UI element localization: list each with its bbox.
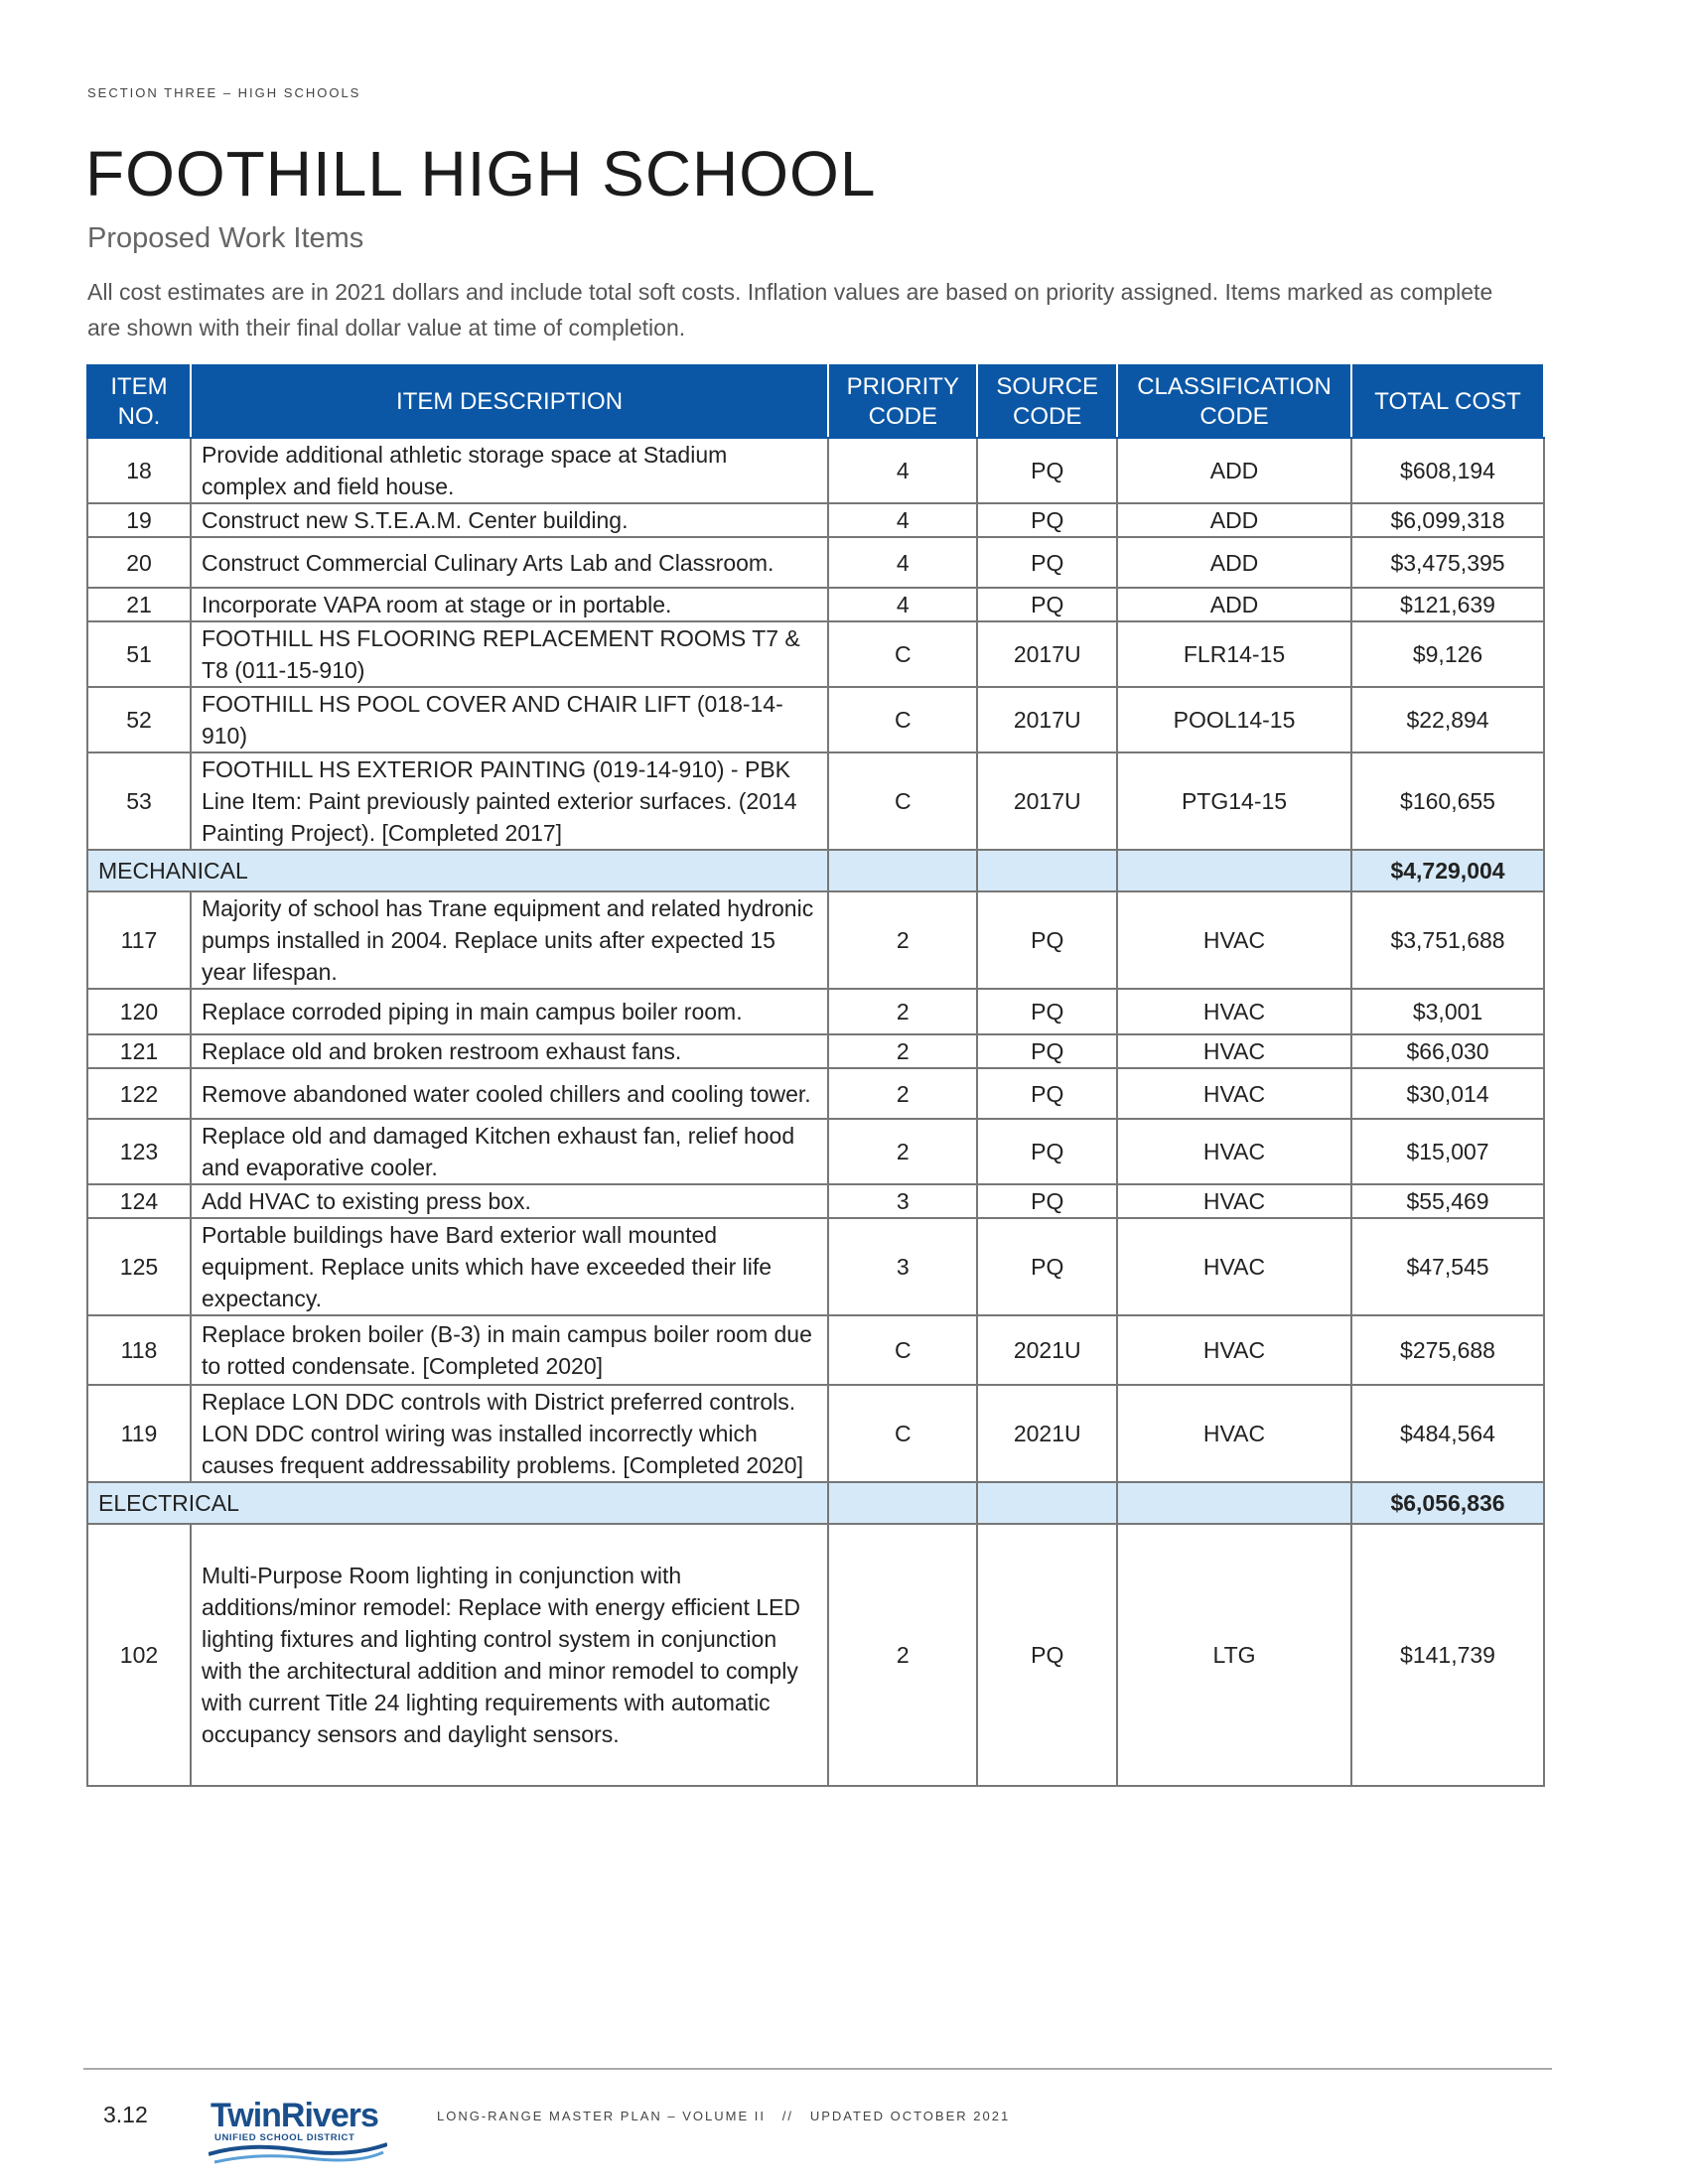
classification-code: HVAC	[1117, 1034, 1351, 1068]
priority-code: C	[828, 621, 977, 687]
item-description: Replace old and damaged Kitchen exhaust fan, relief hood and evaporative cooler.	[191, 1119, 828, 1184]
category-empty-cell	[828, 850, 977, 891]
footer-divider	[83, 2068, 1552, 2070]
table-row	[87, 1524, 1544, 1786]
category-empty-cell	[828, 1482, 977, 1524]
item-no: 19	[87, 503, 191, 537]
table-row	[87, 1218, 1544, 1315]
table-row	[87, 687, 1544, 752]
total-cost: $141,739	[1351, 1524, 1544, 1786]
total-cost: $484,564	[1351, 1385, 1544, 1482]
table-row	[87, 1385, 1544, 1482]
priority-code: C	[828, 752, 977, 850]
table-row	[87, 891, 1544, 989]
classification-code: HVAC	[1117, 1315, 1351, 1385]
source-code: 2021U	[977, 1385, 1117, 1482]
item-no: 121	[87, 1034, 191, 1068]
table-row	[87, 621, 1544, 687]
total-cost: $6,099,318	[1351, 503, 1544, 537]
item-description: FOOTHILL HS POOL COVER AND CHAIR LIFT (018-14-910)	[191, 687, 828, 752]
table-row	[87, 537, 1544, 588]
item-description: Incorporate VAPA room at stage or in portable.	[191, 588, 828, 621]
total-cost: $608,194	[1351, 438, 1544, 503]
priority-code: 4	[828, 588, 977, 621]
item-no: 125	[87, 1218, 191, 1315]
item-no: 52	[87, 687, 191, 752]
priority-code: 2	[828, 891, 977, 989]
item-no: 117	[87, 891, 191, 989]
work-items-table	[86, 364, 1545, 1787]
source-code: PQ	[977, 989, 1117, 1034]
table-header-row	[87, 365, 1544, 438]
total-cost: $3,751,688	[1351, 891, 1544, 989]
priority-code: 2	[828, 1034, 977, 1068]
classification-code: HVAC	[1117, 1218, 1351, 1315]
priority-code: 3	[828, 1184, 977, 1218]
item-description: Replace broken boiler (B-3) in main campus boiler room due to rotted condensate. [Completed 2020]	[191, 1315, 828, 1385]
item-description: Construct Commercial Culinary Arts Lab and Classroom.	[191, 537, 828, 588]
classification-code: LTG	[1117, 1524, 1351, 1786]
priority-code: 2	[828, 1068, 977, 1119]
item-no: 51	[87, 621, 191, 687]
source-code: PQ	[977, 1068, 1117, 1119]
source-code: PQ	[977, 438, 1117, 503]
source-code: 2017U	[977, 621, 1117, 687]
item-no: 21	[87, 588, 191, 621]
total-cost: $3,475,395	[1351, 537, 1544, 588]
source-code: PQ	[977, 588, 1117, 621]
source-code: PQ	[977, 891, 1117, 989]
item-description: FOOTHILL HS EXTERIOR PAINTING (019-14-910) - PBK Line Item: Paint previously painted exterior surfaces. (2014 Painting Project). [Completed 2017]	[191, 752, 828, 850]
item-no: 120	[87, 989, 191, 1034]
logo-wave-icon	[214, 2152, 383, 2162]
total-cost: $66,030	[1351, 1034, 1544, 1068]
source-code: PQ	[977, 503, 1117, 537]
classification-code: ADD	[1117, 503, 1351, 537]
classification-code: HVAC	[1117, 1184, 1351, 1218]
footer-text: LONG-RANGE MASTER PLAN – VOLUME II // UPDATED OCTOBER 2021	[437, 2109, 1011, 2123]
logo-wave-icon	[209, 2144, 387, 2154]
source-code: PQ	[977, 1119, 1117, 1184]
table-row	[87, 588, 1544, 621]
item-description: Construct new S.T.E.A.M. Center building.	[191, 503, 828, 537]
intro-paragraph: All cost estimates are in 2021 dollars and include total soft costs. Inflation values are based on priority assigned. Items marked as complete are shown with their final dollar value at time of completion.	[87, 279, 1493, 341]
category-label: ELECTRICAL	[87, 1482, 828, 1524]
category-label: MECHANICAL	[87, 850, 828, 891]
item-no: 123	[87, 1119, 191, 1184]
logo-wordmark: TwinRivers	[211, 2097, 378, 2134]
table-row	[87, 503, 1544, 537]
item-description: Provide additional athletic storage space at Stadium complex and field house.	[191, 438, 828, 503]
classification-code: ADD	[1117, 438, 1351, 503]
twin-rivers-logo	[209, 2089, 387, 2166]
classification-code: HVAC	[1117, 891, 1351, 989]
priority-code: 3	[828, 1218, 977, 1315]
table-row	[87, 1119, 1544, 1184]
item-no: 102	[87, 1524, 191, 1786]
priority-code: 2	[828, 989, 977, 1034]
priority-code: 2	[828, 1524, 977, 1786]
category-row-electrical	[87, 1482, 1544, 1524]
source-code: PQ	[977, 1218, 1117, 1315]
item-description: Replace corroded piping in main campus boiler room.	[191, 989, 828, 1034]
total-cost: $47,545	[1351, 1218, 1544, 1315]
item-no: 119	[87, 1385, 191, 1482]
item-no: 122	[87, 1068, 191, 1119]
column-header-item-no: ITEM NO.	[87, 365, 191, 438]
page-subtitle: Proposed Work Items	[87, 222, 364, 254]
table-row	[87, 1034, 1544, 1068]
item-description: Replace old and broken restroom exhaust fans.	[191, 1034, 828, 1068]
item-no: 118	[87, 1315, 191, 1385]
total-cost: $22,894	[1351, 687, 1544, 752]
category-empty-cell	[977, 850, 1117, 891]
item-no: 18	[87, 438, 191, 503]
column-header-classification: CLASSIFICATION CODE	[1117, 365, 1351, 438]
classification-code: POOL14-15	[1117, 687, 1351, 752]
category-total: $6,056,836	[1351, 1482, 1544, 1524]
classification-code: HVAC	[1117, 1068, 1351, 1119]
classification-code: HVAC	[1117, 1385, 1351, 1482]
category-total: $4,729,004	[1351, 850, 1544, 891]
source-code: PQ	[977, 537, 1117, 588]
column-header-description: ITEM DESCRIPTION	[191, 365, 828, 438]
classification-code: HVAC	[1117, 1119, 1351, 1184]
category-empty-cell	[1117, 850, 1351, 891]
source-code: PQ	[977, 1034, 1117, 1068]
source-code: 2017U	[977, 687, 1117, 752]
classification-code: FLR14-15	[1117, 621, 1351, 687]
page-number: 3.12	[103, 2102, 148, 2127]
column-header-total-cost: TOTAL COST	[1351, 365, 1544, 438]
source-code: PQ	[977, 1524, 1117, 1786]
priority-code: C	[828, 1385, 977, 1482]
item-description: Multi-Purpose Room lighting in conjunction with additions/minor remodel: Replace with energy efficient LED lighting fixtures and lighting control system in conjunction with the architectural addition and minor remodel to comply with current Title 24 lighting requirements with automatic occupancy sensors and daylight sensors.	[191, 1524, 828, 1786]
category-empty-cell	[977, 1482, 1117, 1524]
priority-code: C	[828, 687, 977, 752]
priority-code: 4	[828, 537, 977, 588]
item-description: Replace LON DDC controls with District preferred controls. LON DDC control wiring was installed incorrectly which causes frequent addressability problems. [Completed 2020]	[191, 1385, 828, 1482]
total-cost: $55,469	[1351, 1184, 1544, 1218]
table-row	[87, 1068, 1544, 1119]
item-description: FOOTHILL HS FLOORING REPLACEMENT ROOMS T7 & T8 (011-15-910)	[191, 621, 828, 687]
total-cost: $15,007	[1351, 1119, 1544, 1184]
classification-code: ADD	[1117, 588, 1351, 621]
table-row	[87, 989, 1544, 1034]
source-code: 2017U	[977, 752, 1117, 850]
classification-code: ADD	[1117, 537, 1351, 588]
section-label: SECTION THREE – HIGH SCHOOLS	[87, 85, 361, 100]
item-description: Majority of school has Trane equipment and related hydronic pumps installed in 2004. Replace units after expected 15 year lifespan.	[191, 891, 828, 989]
classification-code: HVAC	[1117, 989, 1351, 1034]
item-no: 53	[87, 752, 191, 850]
item-description: Remove abandoned water cooled chillers and cooling tower.	[191, 1068, 828, 1119]
total-cost: $9,126	[1351, 621, 1544, 687]
column-header-priority: PRIORITY CODE	[828, 365, 977, 438]
column-header-source: SOURCE CODE	[977, 365, 1117, 438]
priority-code: 4	[828, 438, 977, 503]
item-description: Add HVAC to existing press box.	[191, 1184, 828, 1218]
item-description: Portable buildings have Bard exterior wall mounted equipment. Replace units which have exceeded their life expectancy.	[191, 1218, 828, 1315]
source-code: 2021U	[977, 1315, 1117, 1385]
page-title: FOOTHILL HIGH SCHOOL	[85, 138, 877, 209]
total-cost: $160,655	[1351, 752, 1544, 850]
total-cost: $30,014	[1351, 1068, 1544, 1119]
classification-code: PTG14-15	[1117, 752, 1351, 850]
item-no: 124	[87, 1184, 191, 1218]
total-cost: $121,639	[1351, 588, 1544, 621]
logo-tagline: UNIFIED SCHOOL DISTRICT	[214, 2132, 355, 2143]
item-no: 20	[87, 537, 191, 588]
table-row	[87, 752, 1544, 850]
total-cost: $275,688	[1351, 1315, 1544, 1385]
source-code: PQ	[977, 1184, 1117, 1218]
table-row	[87, 1184, 1544, 1218]
table-row	[87, 1315, 1544, 1385]
table-row	[87, 438, 1544, 503]
category-empty-cell	[1117, 1482, 1351, 1524]
priority-code: C	[828, 1315, 977, 1385]
priority-code: 4	[828, 503, 977, 537]
category-row-mechanical	[87, 850, 1544, 891]
priority-code: 2	[828, 1119, 977, 1184]
total-cost: $3,001	[1351, 989, 1544, 1034]
